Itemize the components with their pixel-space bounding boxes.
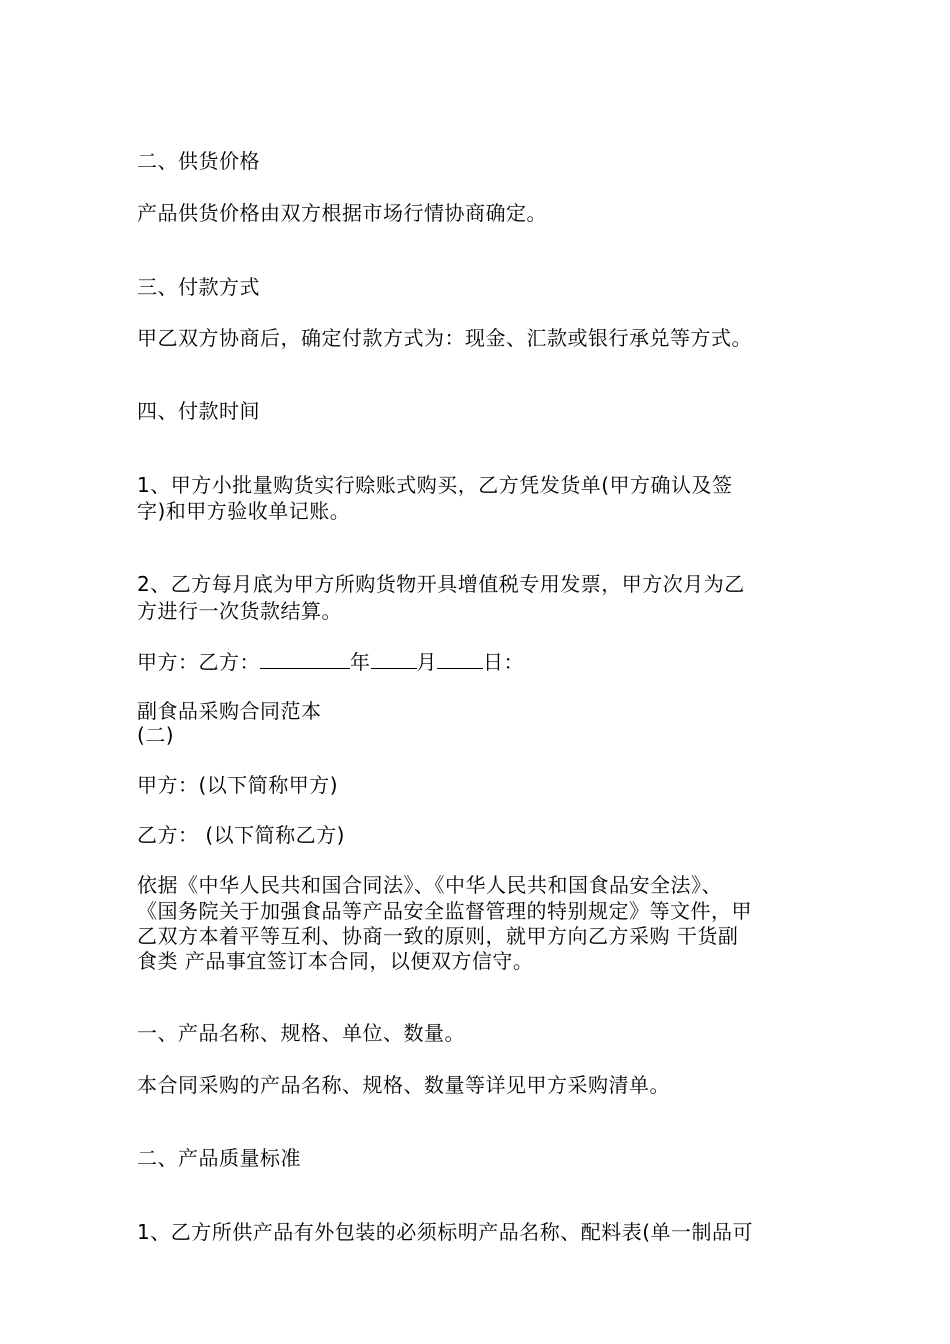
party-a-line: 甲方：(以下简称甲方) <box>137 773 339 797</box>
paragraph-payment-method: 甲乙双方协商后，确定付款方式为：现金、汇款或银行承兑等方式。 <box>137 326 752 350</box>
paragraph-line: 《国务院关于加强食品等产品安全监督管理的特别规定》等文件，甲 <box>137 899 752 923</box>
section-heading-payment-method: 三、付款方式 <box>137 275 260 299</box>
paragraph-line: 1、乙方所供产品有外包装的必须标明产品名称、配料表(单一制品可 <box>137 1220 754 1244</box>
year-blank <box>371 646 417 669</box>
document-subtitle: (二) <box>137 723 175 747</box>
paragraph-supply-price: 产品供货价格由双方根据市场行情协商确定。 <box>137 201 547 225</box>
party-b-line: 乙方： (以下简称乙方) <box>137 823 345 847</box>
signature-year: 年 <box>350 650 371 674</box>
section-heading-quality-standard: 二、产品质量标准 <box>137 1146 301 1170</box>
paragraph-line: 2、乙方每月底为甲方所购货物开具增值税专用发票，甲方次月为乙 <box>137 572 745 596</box>
section-heading-product-specs: 一、产品名称、规格、单位、数量。 <box>137 1021 465 1045</box>
paragraph-line: 食类 产品事宜签订本合同，以便双方信守。 <box>137 949 534 973</box>
signature-parties: 甲方：乙方： <box>137 650 260 674</box>
section-heading-supply-price: 二、供货价格 <box>137 149 260 173</box>
paragraph-line: 乙双方本着平等互利、协商一致的原则，就甲方向乙方采购 干货副 <box>137 924 739 948</box>
section-heading-payment-time: 四、付款时间 <box>137 399 260 423</box>
month-blank <box>437 646 483 669</box>
signature-line <box>137 646 827 677</box>
signature-month: 月 <box>416 650 437 674</box>
paragraph-line: 方进行一次货款结算。 <box>137 599 342 623</box>
document-title: 副食品采购合同范本 <box>137 699 322 723</box>
paragraph-line: 1、甲方小批量购货实行赊账式购买，乙方凭发货单(甲方确认及签 <box>137 473 733 497</box>
paragraph-line: 字)和甲方验收单记账。 <box>137 499 351 523</box>
paragraph-line: 依据《中华人民共和国合同法》、《中华人民共和国食品安全法》、 <box>137 873 722 897</box>
signature-blank <box>260 646 350 669</box>
signature-day: 日： <box>483 650 524 674</box>
paragraph-product-specs: 本合同采购的产品名称、规格、数量等详见甲方采购清单。 <box>137 1073 670 1097</box>
